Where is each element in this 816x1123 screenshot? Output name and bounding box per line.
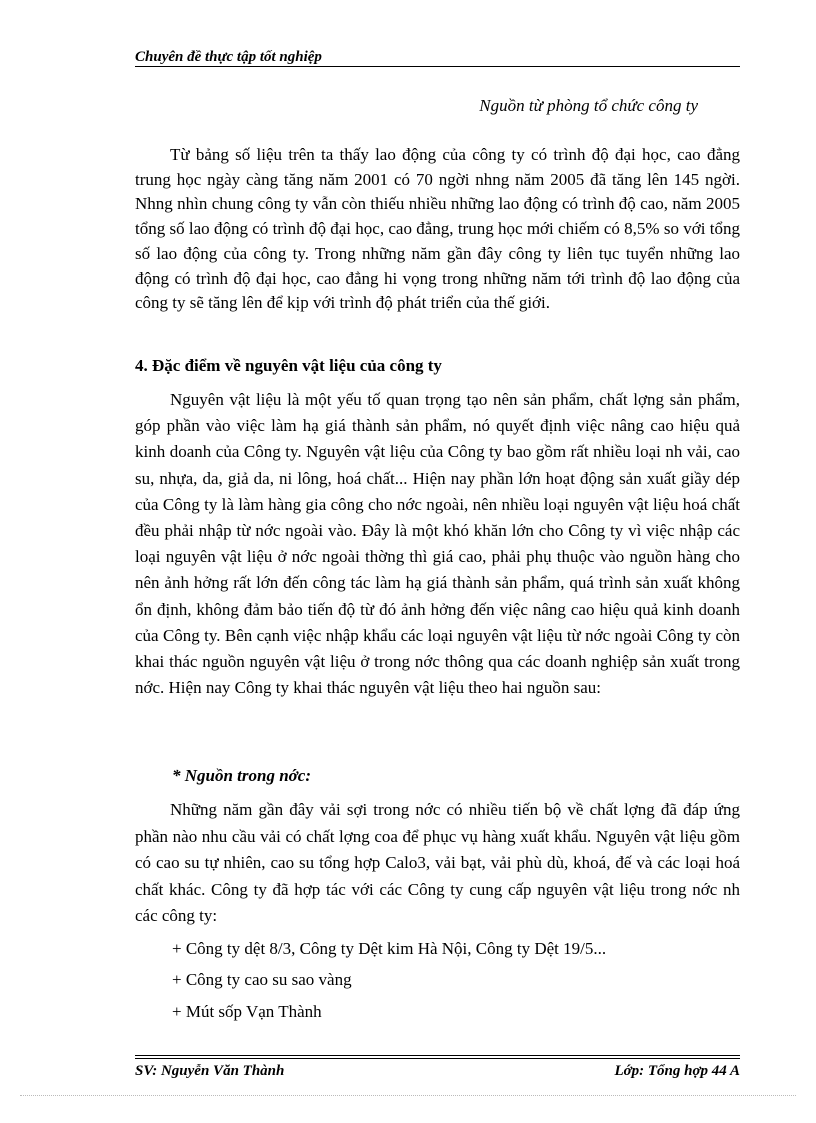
list-item: + Công ty cao su sao vàng — [172, 970, 352, 989]
header-title: Chuyên đề thực tập tốt nghiệp — [135, 49, 322, 65]
subheading-domestic: * Nguồn trong nớc: — [172, 766, 312, 785]
paragraph-domestic: Những năm gần đây vải sợi trong nớc có nhiều tiến bộ về chất lợng đã đáp ứng phần nào nhu cầu vải có chất lợng coa để phục vụ hàng xuất khẩu. Nguyên vật liệu gồm có cao su tự nhiên, cao su tổng hợp Calo3, vải bạt, vải phù dù, khoá, đế và các loại hoá chất khác. Công ty đã hợp tác với các Công ty cung cấp nguyên vật liệu trong nớc nh các công ty: — [135, 800, 740, 925]
paragraph-materials: Nguyên vật liệu là một yếu tố quan trọng tạo nên sản phẩm, chất lợng sản phẩm, góp phần vào việc làm hạ giá thành sản phẩm, nó quyết định việc nâng cao hiệu quả kinh doanh của Công ty. Nguyên vật liệu của Công ty bao gồm rất nhiều loại nh vải, cao su, nhựa, da, giả da, ni lông, hoá chất... Hiện nay phần lớn hoạt động sản xuất giầy dép của Công ty là làm hàng gia công cho nớc ngoài, nên nhiều loại nguyên vật liệu hoá chất đều phải nhập từ nớc ngoài vào. Đây là một khó khăn lớn cho Công ty vì việc nhập các loại nguyên vật liệu ở nớc ngoài thờng thì giá cao, phải phụ thuộc vào nguồn hàng cho nên ảnh hởng rất lớn đến công tác làm hạ giá thành sản phẩm, quá trình sản xuất không ổn định, không đảm bảo tiến độ từ đó ảnh hởng đến việc nâng cao hiệu quả kinh doanh của Công ty. Bên cạnh việc nhập khẩu các loại nguyên vật liệu từ nớc ngoài Công ty còn khai thác nguồn nguyên vật liệu ở trong nớc thông qua các doanh nghiệp sản xuất trong nớc. Hiện nay Công ty khai thác nguyên vật liệu theo hai nguồn sau: — [135, 390, 740, 698]
footer-divider — [135, 1058, 740, 1059]
page-header — [135, 48, 740, 67]
footer-student: SV: Nguyễn Văn Thành — [135, 1063, 285, 1079]
source-note: Nguồn từ phòng tổ chức công ty — [479, 96, 698, 115]
footer-class: Lớp: Tổng hợp 44 A — [614, 1063, 740, 1079]
paragraph-labor: Từ bảng số liệu trên ta thấy lao động của công ty có trình độ đại học, cao đẳng trung học ngày càng tăng năm 2001 có 70 ngời nhng năm 2005 đã tăng lên 145 ngời. Nhng nhìn chung công ty vẫn còn thiếu nhiều những lao động có trình độ cao, năm 2005 tổng số lao động có trình độ đại học, cao đẳng, trung học mới chiếm có 8,5% so với tổng số lao động của công ty. Trong những năm gần đây công ty liên tục tuyển những lao động có trình độ đại học, cao đẳng hi vọng trong những năm tới trình độ lao động của công ty sẽ tăng lên để kịp với trình độ phát triển của thế giới. — [135, 145, 740, 313]
section-heading: 4. Đặc điểm về nguyên vật liệu của công ty — [135, 356, 442, 375]
list-item: + Công ty dệt 8/3, Công ty Dệt kim Hà Nội, Công ty Dệt 19/5... — [172, 939, 607, 958]
footer-divider — [135, 1055, 740, 1056]
list-item: + Mút sốp Vạn Thành — [172, 1002, 322, 1021]
page-bottom-border — [20, 1095, 796, 1096]
